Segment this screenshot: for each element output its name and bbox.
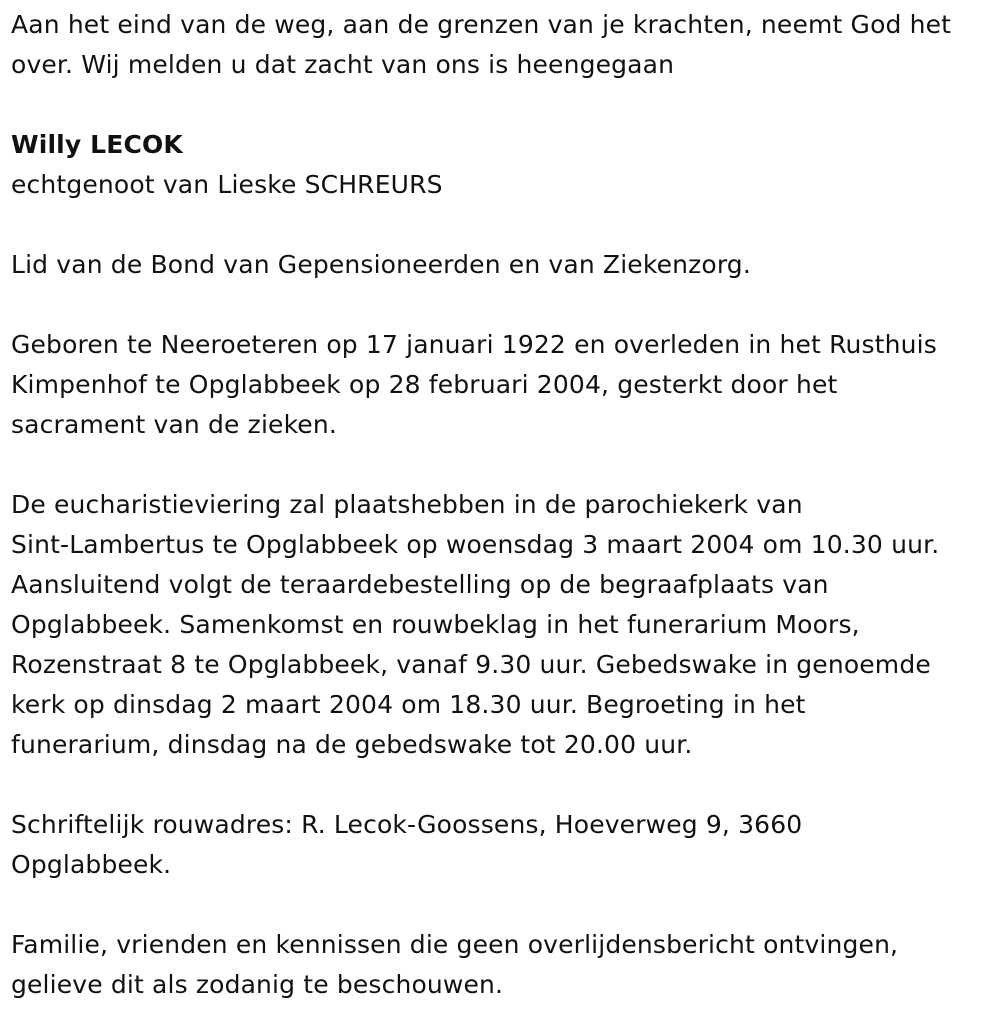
death-notice-document: [0, 5, 1000, 1035]
spouse-line: echtgenoot van Lieske SCHREURS: [11, 170, 443, 199]
deceased-block: [11, 125, 1000, 205]
intro-line: Aan het eind van de weg, aan de grenzen van je krachten, neemt God het: [11, 10, 952, 39]
intro-paragraph: [11, 5, 1000, 85]
funeral-line: kerk op dinsdag 2 maart 2004 om 18.30 uur. Begroeting in het: [11, 690, 806, 719]
paragraph-spacer: [11, 445, 1000, 485]
deceased-name: Willy LECOK: [11, 130, 183, 159]
funeral-line: De eucharistieviering zal plaatshebben in de parochiekerk van: [11, 490, 803, 519]
birth-death-line: sacrament van de zieken.: [11, 410, 337, 439]
address-line: Opglabbeek.: [11, 850, 172, 879]
closing-line: gelieve dit als zodanig te beschouwen.: [11, 970, 504, 999]
paragraph-spacer: [11, 85, 1000, 125]
birth-death-line: Kimpenhof te Opglabbeek op 28 februari 2004, gesterkt door het: [11, 370, 838, 399]
membership-line: Lid van de Bond van Gepensioneerden en van Ziekenzorg.: [11, 250, 751, 279]
intro-line: over. Wij melden u dat zacht van ons is heengegaan: [11, 50, 675, 79]
paragraph-spacer: [11, 885, 1000, 925]
closing-paragraph: [11, 925, 1000, 1005]
funeral-line: Aansluitend volgt de teraardebestelling op de begraafplaats van: [11, 570, 829, 599]
membership-paragraph: [11, 245, 1000, 285]
funeral-line: Opglabbeek. Samenkomst en rouwbeklag in het funerarium Moors,: [11, 610, 860, 639]
address-paragraph: [11, 805, 1000, 885]
funeral-line: Rozenstraat 8 te Opglabbeek, vanaf 9.30 uur. Gebedswake in genoemde: [11, 650, 931, 679]
funeral-line: Sint-Lambertus te Opglabbeek op woensdag 3 maart 2004 om 10.30 uur.: [11, 530, 940, 559]
birth-death-paragraph: [11, 325, 1000, 445]
paragraph-spacer: [11, 765, 1000, 805]
funeral-line: funerarium, dinsdag na de gebedswake tot 20.00 uur.: [11, 730, 693, 759]
closing-line: Familie, vrienden en kennissen die geen overlijdensbericht ontvingen,: [11, 930, 899, 959]
birth-death-line: Geboren te Neeroeteren op 17 januari 1922 en overleden in het Rusthuis: [11, 330, 937, 359]
address-line: Schriftelijk rouwadres: R. Lecok-Goossens, Hoeverweg 9, 3660: [11, 810, 803, 839]
paragraph-spacer: [11, 205, 1000, 245]
funeral-paragraph: [11, 485, 1000, 765]
paragraph-spacer: [11, 285, 1000, 325]
